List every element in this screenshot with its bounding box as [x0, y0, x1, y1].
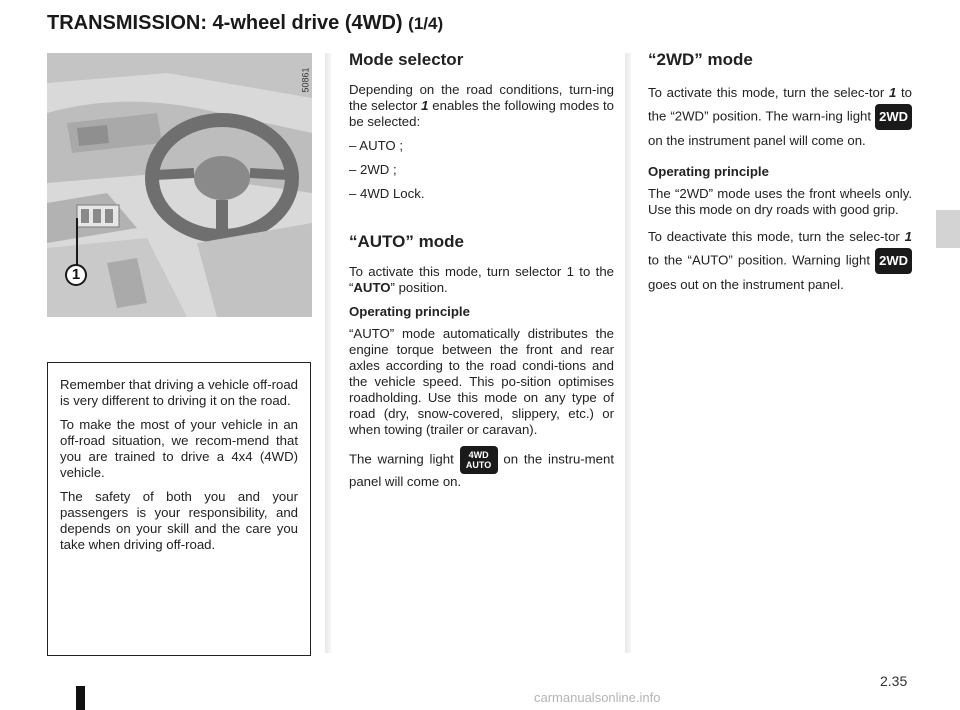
section-tab	[936, 210, 960, 248]
2wd-mode-heading: “2WD” mode	[648, 50, 753, 69]
note-paragraph-2: To make the most of your vehicle in an off-road situation, we recom-mend that you are trained to drive a 4x4 (4WD) vehicle.	[60, 417, 298, 480]
auto-principle-heading: Operating principle	[349, 304, 470, 319]
title-part: (1/4)	[408, 14, 444, 33]
title-text: TRANSMISSION: 4-wheel drive (4WD)	[47, 12, 403, 34]
4wd-auto-warning-icon: 4WD AUTO	[460, 446, 498, 474]
column-divider-2	[625, 53, 631, 653]
note-paragraph-3: The safety of both you and your passengers is your responsibility, and depends on your skill and the care you take when driving off-road.	[60, 489, 298, 552]
mode-item-auto: – AUTO ;	[349, 138, 403, 153]
page-number: 2.35	[880, 673, 908, 689]
column-divider-1	[325, 53, 331, 653]
auto-warning-text: The warning light 4WD AUTO on the instru-ment panel will come on.	[349, 446, 614, 490]
auto-principle-text: “AUTO” mode automatically distributes the engine torque between the front and rear axles according to the road condi-tions and the vehicle speed. This po-sition optimises roadholding. Use this mode on any type of road (dry, snow-covered, slippery, etc.) or when towing (trailer or caravan).	[349, 326, 614, 437]
figure-reference: 50861	[300, 67, 311, 93]
dashboard-drawing	[47, 53, 312, 317]
mode-item-2wd: – 2WD ;	[349, 162, 397, 177]
auto-mode-heading: “AUTO” mode	[349, 232, 464, 251]
page-title	[47, 12, 443, 35]
dashboard-illustration	[47, 53, 312, 317]
2wd-principle-text: The “2WD” mode uses the front wheels only. Use this mode on dry roads with good grip.	[648, 186, 912, 217]
note-paragraph-1: Remember that driving a vehicle off-road is very different to driving it on the road.	[60, 377, 298, 408]
2wd-deactivate-text: To deactivate this mode, turn the selec-tor 1 to the “AUTO” position. Warning light 2WD goes out on the instrument panel.	[648, 229, 912, 292]
2wd-principle-heading: Operating principle	[648, 164, 769, 179]
callout-1: 1	[71, 266, 81, 283]
mode-selector-heading: Mode selector	[349, 50, 464, 69]
mode-selector-intro: Depending on the road conditions, turn-ing the selector 1 enables the following modes to be selected:	[349, 82, 614, 129]
mode-item-4wd-lock: – 4WD Lock.	[349, 186, 425, 201]
2wd-mode-column	[648, 50, 912, 304]
off-road-note-box	[47, 362, 311, 656]
2wd-warning-icon: 2WD	[875, 104, 912, 130]
corner-mark	[76, 686, 85, 710]
auto-mode-activate: To activate this mode, turn selector 1 to the “AUTO” position.	[349, 264, 614, 295]
2wd-warning-icon-off: 2WD	[875, 248, 912, 274]
mode-selector-column	[349, 50, 614, 498]
2wd-activate-text: To activate this mode, turn the selec-tor 1 to the “2WD” position. The warn-ing light 2WD on the instrument panel will come on.	[648, 85, 912, 148]
watermark: carmanualsonline.info	[534, 690, 661, 705]
